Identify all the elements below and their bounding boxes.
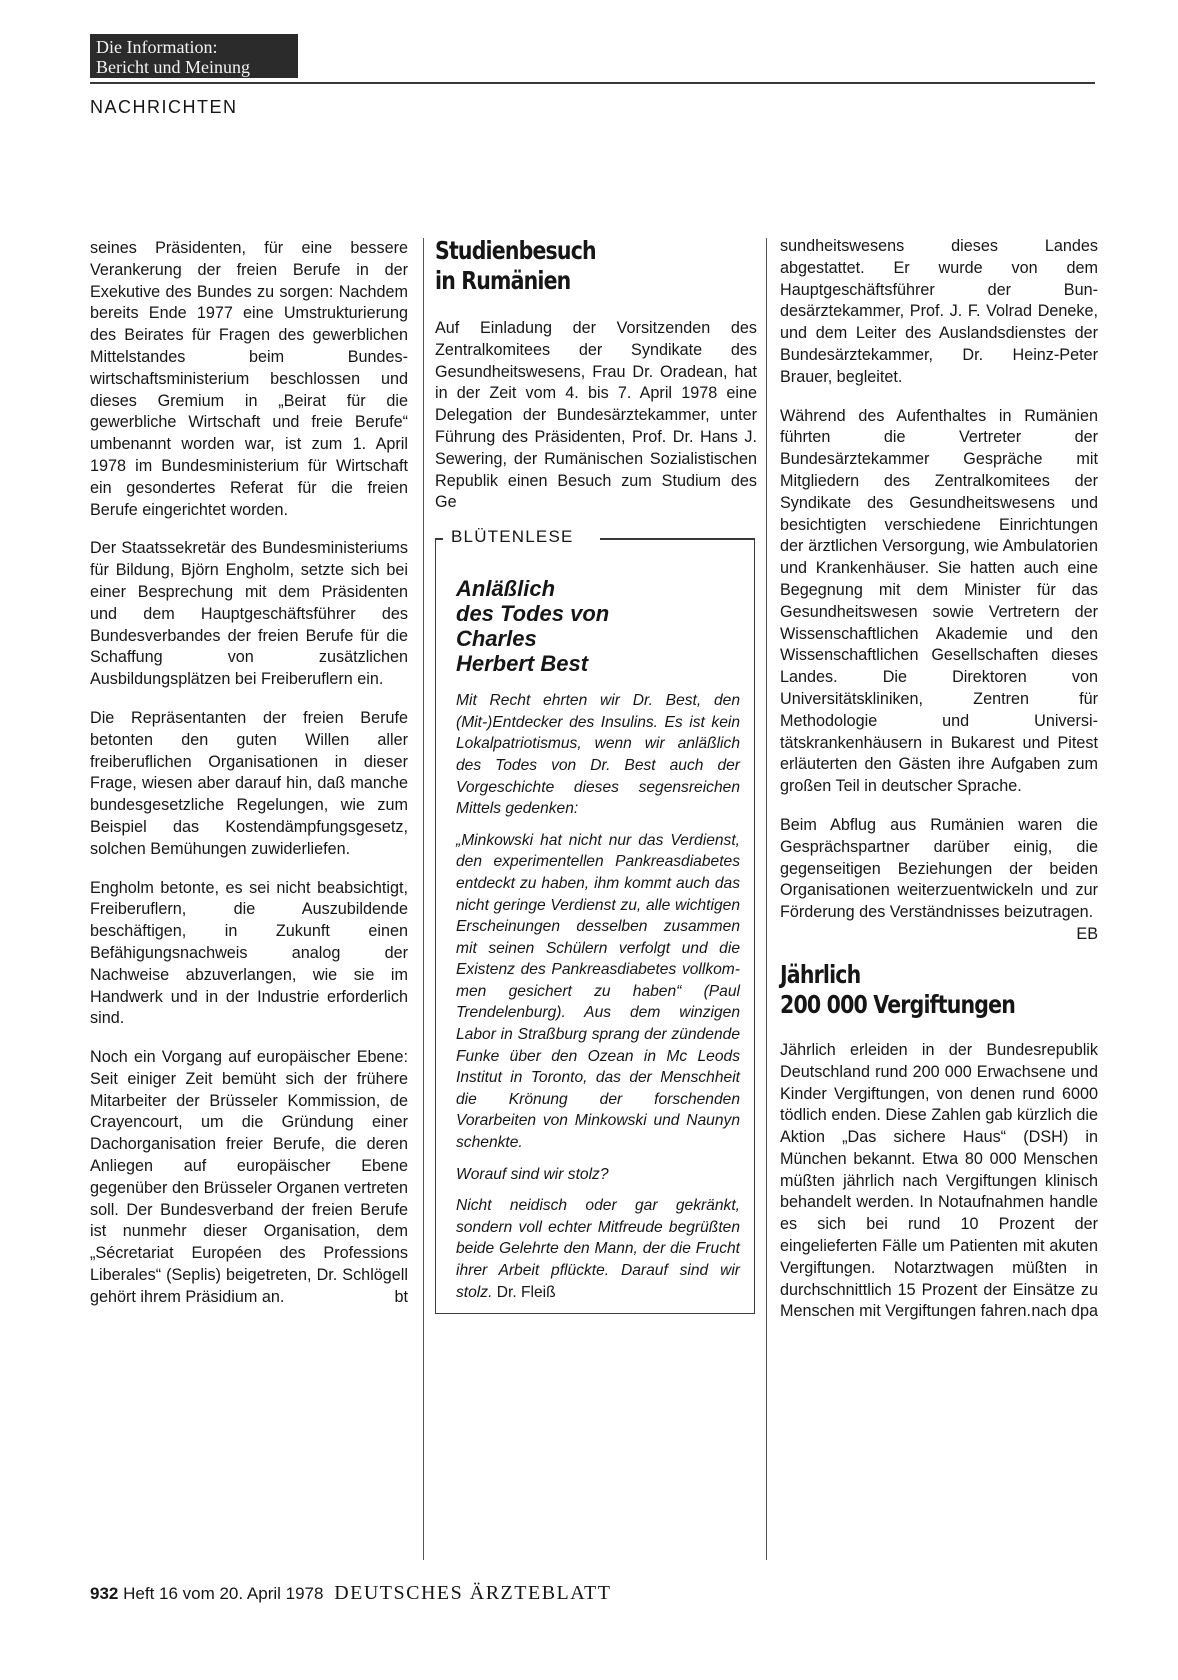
box-title-line: Charles xyxy=(456,626,537,652)
rubric-line-2: Bericht und Meinung xyxy=(96,57,250,77)
box-border xyxy=(600,538,755,540)
paragraph: Auf Einladung der Vorsitzenden des Zentralkomitees der Syndikate des Gesundheitswesens, Frau Dr. Oradean, hat in der Zeit vom 4. bis 7. April 1978 eine Delegation der Bundesärztekammer, unter Führung des Präsidenten, Prof. Dr. Hans J. Sewering, der Rumänischen Sozialistischen Republik einen Besuch zum Studium des Ge xyxy=(435,319,757,512)
paragraph: Die Repräsentanten der freien Berufe betonten den guten Willen aller freiberuflichen Organisationen in dieser Frage, wiesen aber darauf hin, daß manche bundesgesetzliche Regelungen, wie zum Beispiel das Kostendämpfungsgesetz, solchen Bemühungen zuwiderliefen. xyxy=(90,708,408,858)
box-label: BLÜTENLESE xyxy=(448,526,577,548)
headline-line: Jährlich xyxy=(780,959,861,989)
header-rubric-box xyxy=(90,34,298,78)
header-rule xyxy=(90,82,1095,84)
paragraph: Der Staatssekretär des Bundesministeriums für Bildung, Björn Engholm, setzte sich bei einer Besprechung mit dem Präsidenten und dem Hauptgeschäftsführer des Bundesverbandes der freien Berufe für die Schaffung von zusätzlichen Ausbildungsplätzen bei Freiberuflern ein. xyxy=(90,539,408,689)
box-paragraph: Worauf sind wir stolz? xyxy=(456,1165,609,1183)
column-divider xyxy=(423,238,424,1560)
box-paragraph: „Minkowski hat nicht nur das Verdienst, den experimentellen Pankreasdiabetes entdeckt zu haben, ihm kommt auch das nicht geringe Verdienst zu, alle wichtigen Erscheinungen desselben zusammen mit seinen Schülern verfolgt und die Existenz des Pankreasdiabetes vollkommen gesichert zu haben“ (Paul Trendelenburg). Aus dem winzigen Labor in Straßburg sprang der zündende Funke über den Ozean in Mc Leods Institut in Toronto, das der Menschheit die Krönung der forschenden Vorarbeiten von Minkowski und Naunyn schenkte. xyxy=(456,831,740,1152)
page-footer xyxy=(90,1582,611,1605)
publication-name: DEUTSCHES ÄRZTEBLATT xyxy=(334,1582,612,1604)
headline-line: in Rumänien xyxy=(435,266,571,295)
box-title-line: des Todes von xyxy=(456,601,610,627)
paragraph xyxy=(780,815,1098,943)
section-label: NACHRICHTEN xyxy=(90,97,238,117)
article-headline xyxy=(780,960,1100,1020)
column-divider xyxy=(766,238,767,1560)
paragraph: Engholm betonte, es sei nicht beabsichtigt, Freiberuflern, die Auszubildende beschäftigen, in Zukunft einen Befähigungsnachweis analog der Nachweise abzuverlangen, wie sie im Handwerk und in der Industrie erforderlich sind. xyxy=(90,878,408,1028)
headline-line: Studienbesuch xyxy=(435,236,596,265)
author-signature: bt xyxy=(394,1287,408,1306)
headline-line: 200 000 Vergiftungen xyxy=(780,989,1016,1019)
paragraph-text: Beim Abflug aus Rumänien waren die Gesprächspartner darüber einig, die gegenseitigen Beziehungen der beiden Organisationen weiterzuentwickeln und zur Förderung des Verständnisses beizutragen. xyxy=(780,815,1098,922)
author-signature: nach dpa xyxy=(1031,1302,1098,1321)
column-3 xyxy=(780,236,1098,1323)
author-signature: EB xyxy=(1076,924,1098,943)
issue-info: Heft 16 vom 20. April 1978 xyxy=(123,1584,324,1603)
page-number: 932 xyxy=(90,1584,119,1603)
paragraph-text: Noch ein Vorgang auf europäischer Ebene: Seit einiger Zeit bemüht sich der frühere Mitarbeiter der Brüsseler Kommission, de Crayencourt, um die Gründung einer Dachorganisation freier Berufe, die deren Anliegen auf europäischer Ebene gegenüber den Brüsseler Organen vertreten soll. Der Bundesverband der freien Berufe ist nunmehr dieser Organisation, dem „Sécretariat Européen des Professions Liberales“ (Seplis) beigetreten, Dr. Schlögell gehört ihrem Präsidium an. xyxy=(90,1048,408,1306)
box-paragraph-text: Nicht neidisch oder gar gekränkt, sondern voll echter Mitfreude begrüßten beide Gelehrte den Mann, der die Frucht ihrer Arbeit pflückte. Darauf sind wir stolz. xyxy=(456,1197,740,1301)
paragraph-text: Jährlich erleiden in der Bundesrepublik Deutschland rund 200 000 Erwachsene und Kinder Vergiftungen, von denen rund 6000 tödlich enden. Diese Zahlen gab kürzlich die Aktion „Das sichere Haus“ (DSH) in München bekannt. Etwa 80 000 Menschen müßten jährlich nach Vergiftungen klinisch behandelt werden. In Notaufnahmen handle es sich bei rund 10 Prozent der eingelieferten Fälle um Patienten mit akuten Vergiftungen. Notarztwagen müßten in durchschnittlich 15 Prozent der Einsätze zu Menschen mit Vergiftungen fahren. xyxy=(780,1040,1098,1321)
paragraph: sundheitswesens dieses Landes abgestattet. Er wurde von dem Hauptgeschäftsführer der Bundesärztekammer, Prof. J. F. Volrad Deneke, und dem Leiter des Auslandsdienstes der Bundesärztekammer, Dr. Heinz-Peter Brauer, begleitet. xyxy=(780,237,1098,386)
bluetenlese-box xyxy=(435,527,755,1314)
box-title-line: Herbert Best xyxy=(456,651,589,677)
paragraph: seines Präsidenten, für eine bessere Verankerung der freien Berufe in der Exekutive des Bundes zu sorgen: Nachdem bereits Ende 1977 eine Umstrukturierung des Beirates für Fragen des gewerblichen Mittelstandes beim Bundeswirtschaftsministerium beschlossen und dieses Gremium in „Beirat für die gewerbliche Wirtschaft und freie Berufe“ umbenannt worden war, ist zum 1. April 1978 im Bundesministerium für Wirtschaft ein gesondertes Referat für die freien Berufe eingerichtet worden. xyxy=(90,239,408,519)
box-title-line: Anläßlich xyxy=(456,576,556,602)
author-signature: Dr. Fleiß xyxy=(496,1283,556,1301)
paragraph: Während des Aufenthaltes in Rumänien führten die Vertreter der Bundesärztekammer Gespräche mit Mitgliedern des Zentralkomitees der Syndikate des Gesundheitswesens und besichtigten verschiedene Einrichtungen der ärztlichen Versorgung, wie Ambulatorien und Krankenhäuser. Sie hatten auch eine Begegnung mit dem Minister für das Gesundheitswesen sowie Vertretern der Wissenschaftlichen Akademie und den Wissenschaftlichen Gesellschaften dieses Landes. Die Direktoren von Universitätskliniken, Zentren für Methodologie und Universitätskrankenhäusern in Bukarest und Pitest erläuterten den Gästen ihre Aufgaben zum großen Teil in deutscher Sprache. xyxy=(780,406,1098,796)
box-paragraph xyxy=(456,1195,740,1303)
box-title xyxy=(456,576,740,676)
paragraph xyxy=(90,1047,408,1309)
column-1 xyxy=(90,238,408,1309)
paragraph xyxy=(780,1040,1098,1323)
box-border xyxy=(435,538,443,540)
column-2 xyxy=(435,238,757,1314)
box-paragraph: Mit Recht ehrten wir Dr. Best, den (Mit-)Entdecker des Insulins. Es ist kein Lokalpatriotismus, wenn wir anläßlich des Todes von Dr. Best auch der Vorgeschichte dieses segensreichen Mittels gedenken: xyxy=(456,692,740,818)
article-headline xyxy=(435,236,755,296)
rubric-line-1: Die Information: xyxy=(96,37,218,57)
